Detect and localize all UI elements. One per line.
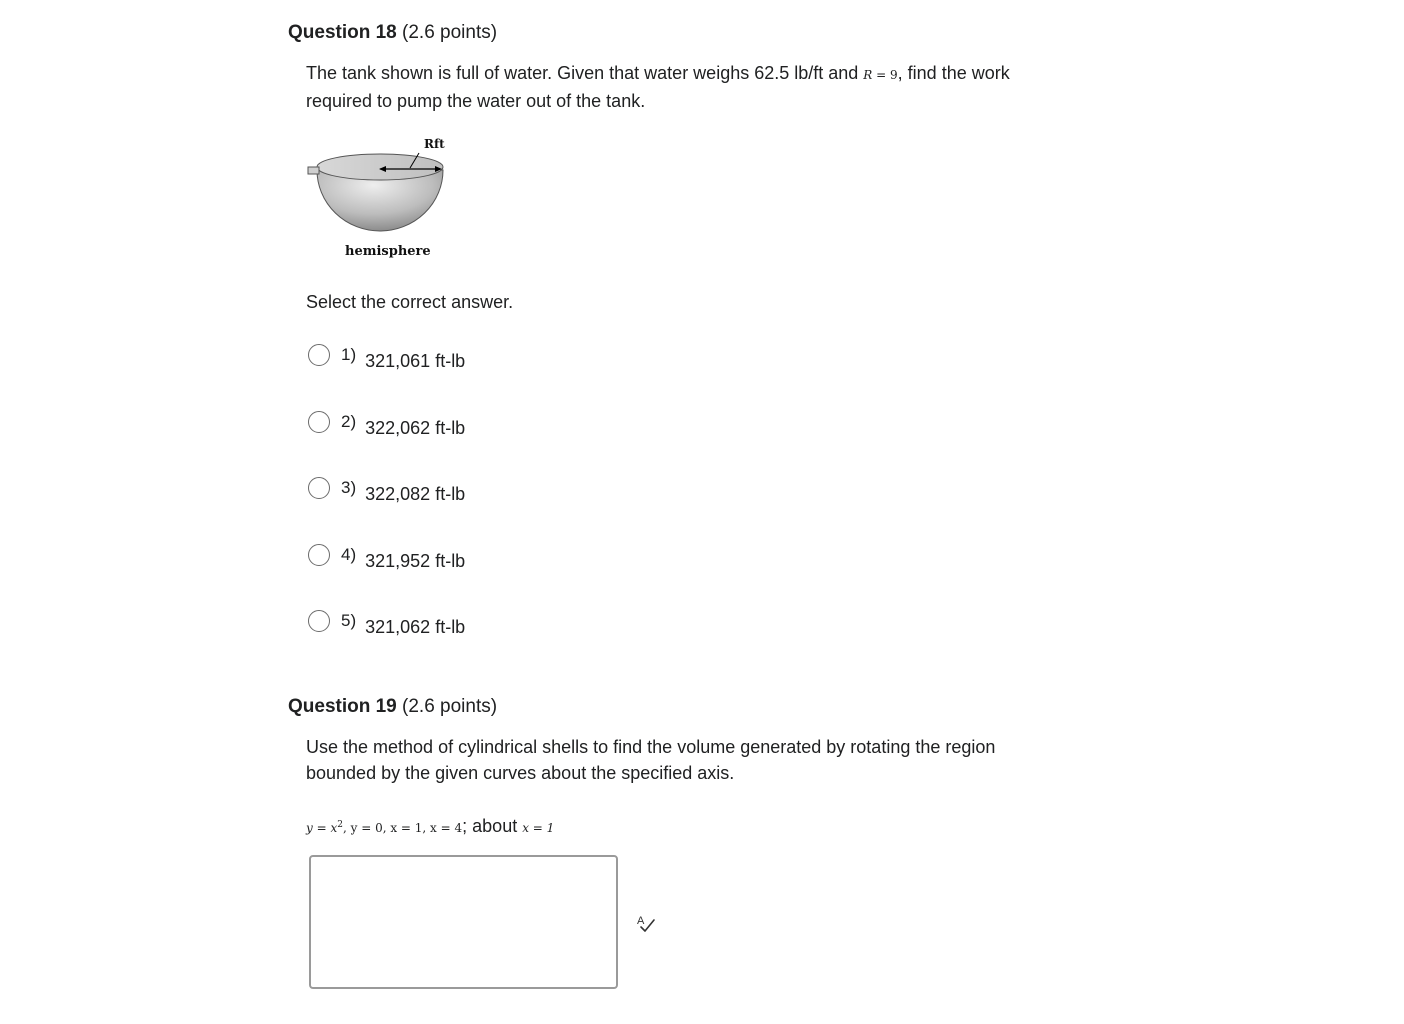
semicolon: ; [462,816,468,836]
hemisphere-figure [300,136,460,264]
option-4[interactable] [308,544,465,576]
question-19-header [288,695,497,719]
option-5[interactable] [308,610,465,642]
option-text: 321,062 ft-lb [365,617,466,637]
radius-label: Rft [424,137,445,151]
curve-equations [306,812,554,841]
question-title: Question 19 [288,696,397,717]
option-number: 5) [341,611,357,630]
radio-button[interactable] [308,344,330,366]
question-text-part2: , find the work required to pump the water out of the tank. [306,63,1010,111]
select-instruction: Select the correct answer. [306,292,514,312]
radio-button[interactable] [308,477,330,499]
spellcheck-icon[interactable] [636,913,656,933]
question-title: Question 18 [288,22,397,43]
question-18-text [306,60,1036,114]
option-text: 322,062 ft-lb [365,418,466,438]
option-text: 321,061 ft-lb [365,351,466,371]
radio-button[interactable] [308,610,330,632]
figure-caption: hemisphere [345,244,431,259]
question-18-header [288,21,497,45]
math-axis: x = 1 [522,821,555,835]
radio-button[interactable] [308,411,330,433]
radio-button[interactable] [308,544,330,566]
option-number: 2) [341,412,357,431]
question-text-part1: The tank shown is full of water. Given that water weighs 62.5 lb/ft and [306,63,864,83]
option-text: 321,952 ft-lb [365,551,466,571]
option-number: 3) [341,478,357,497]
svg-text:A: A [637,915,645,927]
option-3[interactable] [308,477,465,509]
option-1[interactable] [308,344,465,376]
question-points: (2.6 points) [402,696,498,717]
option-number: 4) [341,545,357,564]
math-curves: $y = x^2$, y = 0, x = 1, x = 4 [306,820,463,835]
question-points: (2.6 points) [402,22,498,43]
option-text: 322,082 ft-lb [365,484,466,504]
question-19-text: Use the method of cylindrical shells to find the volume generated by rotating the region bounded by the given curves about the specified axis. [306,737,996,783]
about-text: about [467,816,523,836]
option-number: 1) [341,345,357,364]
math-R: R = 9 [863,68,898,82]
answer-textarea[interactable] [309,855,618,989]
option-2[interactable] [308,411,465,443]
